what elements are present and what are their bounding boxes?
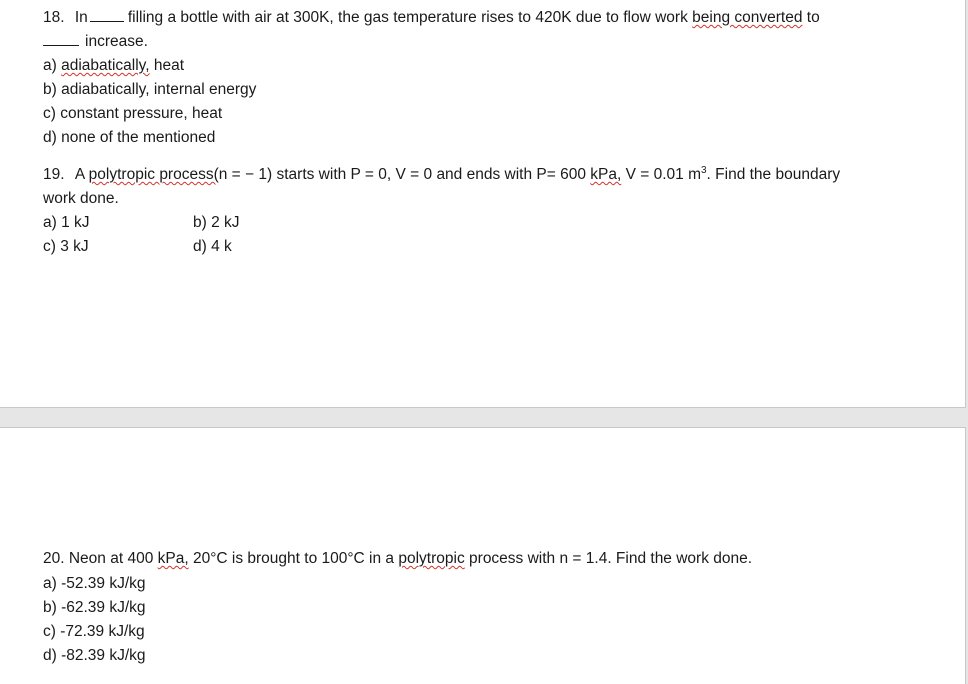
q19-option-b: b) 2 kJ <box>193 214 240 231</box>
q18-option-a-prefix: a) <box>43 57 57 74</box>
q19-options-row-1 <box>43 213 240 233</box>
q20-text-part1: 20. Neon at 400 <box>43 550 154 567</box>
q19-line-2: work done. <box>43 190 119 207</box>
q19-spell-flag-1: polytropic process( <box>88 166 219 183</box>
q19-spell-flag-2: kPa, <box>590 166 622 183</box>
q18-blank-2 <box>43 31 79 46</box>
q18-spell-flag-1: being converted <box>692 9 803 26</box>
q20-option-b: b) -62.39 kJ/kg <box>43 599 146 616</box>
q20-spell-flag-2: polytropic <box>398 550 465 567</box>
q18-option-a <box>43 56 184 76</box>
q20-spell-flag-1: kPa, <box>157 550 189 567</box>
q20-option-c: c) -72.39 kJ/kg <box>43 623 145 640</box>
q18-option-a-flag: adiabatically, <box>61 57 150 74</box>
q18-option-b: b) adiabatically, internal energy <box>43 81 257 98</box>
q20-line-1 <box>43 549 752 569</box>
q18-text-part3: to <box>806 9 820 26</box>
q18-text-part2: filling a bottle with air at 300K, the gas temperature rises to 420K due to flow work <box>127 9 688 26</box>
q20-text-part2: 20°C is brought to 100°C in a <box>192 550 395 567</box>
q18-option-c: c) constant pressure, heat <box>43 105 223 122</box>
q20-text-part3: process with n = 1.4. Find the work done. <box>469 550 753 567</box>
document-page-2 <box>0 427 966 684</box>
q18-text-part4: increase. <box>85 33 148 50</box>
q18-line-1 <box>43 7 820 28</box>
q18-number: 18. <box>43 9 65 26</box>
q18-blank-1 <box>90 7 124 22</box>
q18-line-2 <box>43 31 148 52</box>
q20-option-d: d) -82.39 kJ/kg <box>43 647 146 664</box>
q19-superscript: 3 <box>700 164 707 176</box>
q18-option-a-rest: heat <box>153 57 185 74</box>
q19-text-part3: V = 0.01 m <box>625 166 701 183</box>
q19-number: 19. <box>43 166 65 183</box>
q19-option-a: a) 1 kJ <box>43 214 90 231</box>
q19-line-1 <box>43 165 840 185</box>
q19-text-part2: n = − 1) starts with P = 0, V = 0 and ends with P= 600 <box>218 166 586 183</box>
q18-option-d: d) none of the mentioned <box>43 129 216 146</box>
q19-option-d: d) 4 k <box>193 238 232 255</box>
q20-option-a: a) -52.39 kJ/kg <box>43 575 146 592</box>
q19-option-c: c) 3 kJ <box>43 238 89 255</box>
q18-text-part1: In <box>74 9 88 26</box>
q19-options-row-2 <box>43 237 232 257</box>
q19-text-part4: . Find the boundary <box>706 166 841 183</box>
q19-text-part1: A <box>74 166 85 183</box>
